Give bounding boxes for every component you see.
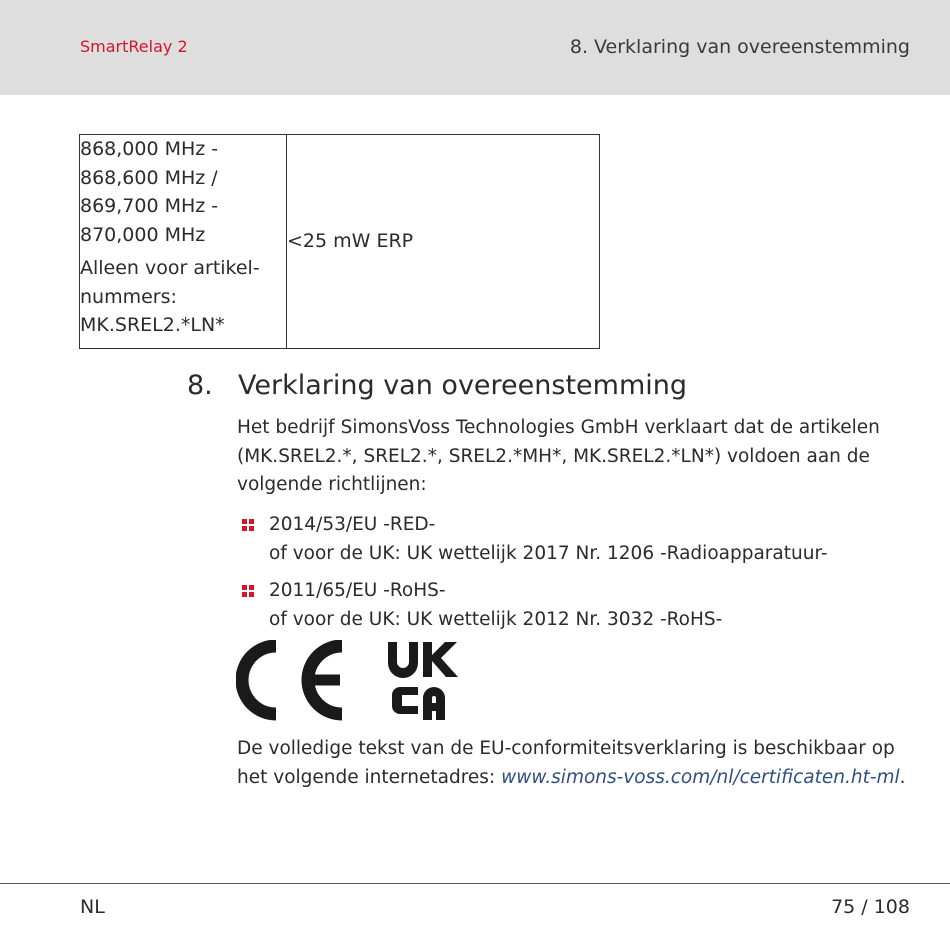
conformity-logos: [236, 640, 476, 726]
bullet-icon: [242, 585, 254, 597]
directive-line: 2011/65/EU -RoHS-: [269, 580, 446, 601]
header-section-title: 8. Verklaring van overeenstemming: [569, 36, 910, 58]
directive-line: 2014/53/EU -RED-: [269, 514, 436, 535]
header-product-name: SmartRelay 2: [80, 37, 188, 56]
ce-ukca-marks-icon: [236, 640, 476, 722]
certificates-link[interactable]: www.simons-voss.com/nl/certificaten.ht-ml: [501, 766, 900, 788]
intro-paragraph: Het bedrijf SimonsVoss Technologies GmbH verklaart dat de artikelen (MK.SREL2.*, SREL2.*, SREL2.*MH*, MK.SREL2.*LN*) voldoen aan de volgende richtlijnen:: [237, 417, 880, 495]
section-heading: [187, 370, 687, 401]
table-row: [80, 135, 600, 349]
section-title: Verklaring van overeenstemming: [238, 370, 687, 401]
uk-regulation-line: of voor de UK: UK wettelijk 2012 Nr. 3032 -RoHS-: [269, 608, 723, 630]
footer-language: NL: [80, 896, 105, 918]
power-cell: <25 mW ERP: [287, 135, 600, 349]
bullet-icon: [242, 519, 254, 531]
page-number: 75 / 108: [831, 896, 910, 918]
closing-period: .: [899, 766, 906, 788]
frequency-range: 868,000 MHz - 868,600 MHz / 869,700 MHz - 870,000 MHz: [80, 138, 219, 246]
article-note: Alleen voor artikel- nummers: MK.SREL2.*LN*: [80, 257, 260, 336]
closing-paragraph: [237, 735, 907, 792]
footer-divider: [0, 883, 950, 884]
uk-regulation-line: of voor de UK: UK wettelijk 2017 Nr. 1206 -Radioapparatuur-: [269, 542, 828, 564]
frequency-table: [79, 134, 600, 349]
page-header: [0, 0, 950, 95]
section-number: 8.: [187, 370, 213, 401]
closing-text: De volledige tekst van de EU-conformiteitsverklaring is beschikbaar op het volgende internetadres:: [237, 738, 895, 788]
frequency-cell: [80, 135, 287, 349]
